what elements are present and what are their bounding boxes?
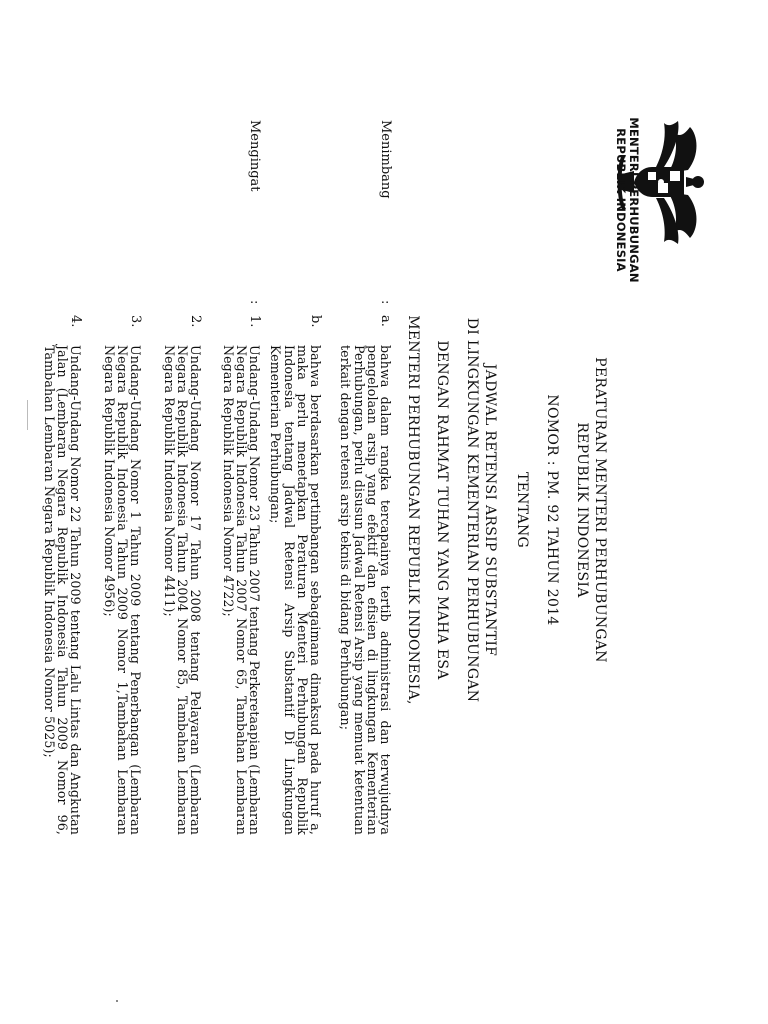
scan-speck	[116, 1000, 118, 1002]
menimbang-item-text: bahwa berdasarkan pertimbangan sebagaimana dimaksud pada huruf a, maka perlu menetapkan Peraturan Menteri Perhubungan Republik Indonesia tentang Jadwal Retensi Arsip Substantif Di Lingkungan Kementerian Perhubungan;	[268, 345, 323, 835]
mengingat-colon: :	[247, 300, 262, 305]
mengingat-item-text: Undang-Undang Nomor 22 Tahun 2009 tentang Lalu Lintas dan Angkutan Jalan (Lembaran Negara Republik Indonesia Tahun 2009 Nomor 96, Tambahan Lembaran Negara Republik Indonesia Nomor 5025);	[41, 345, 83, 835]
regulation-title-line-2: REPUBLIK INDONESIA	[574, 422, 590, 598]
subject-line-1: JADWAL RETENSI ARSIP SUBSTANTIF	[482, 363, 498, 657]
mengingat-item-text: Undang-Undang Nomor 23 Tahun 2007 tentang Perkeretaapian (Lembaran Negara Republik Indonesia Tahun 2007 Nomor 65, Tambahan Lembaran Negara Republik Indonesia Nomor 4722);	[220, 345, 262, 835]
ministry-line-1: MENTERI PERHUBUNGAN	[627, 117, 641, 283]
mengingat-item-text: Undang-Undang Nomor 1 Tahun 2009 tentang Penerbangan (Lembaran Negara Republik Indonesia Tahun 2009 Nomor 1,Tambahan Lembaran Negara Republik Indonesia Nomor 4956);	[101, 345, 143, 835]
menimbang-item-num: b.	[308, 315, 323, 328]
ministry-heading	[614, 100, 640, 300]
scan-mark	[27, 400, 28, 430]
regulation-number: NOMOR : PM. 92 TAHUN 2014	[544, 394, 560, 626]
regulation-title-line-1: PERATURAN MENTERI PERHUBUNGAN	[592, 357, 608, 663]
mengingat-item-text: Undang-Undang Nomor 17 Tahun 2008 tentang Pelayaran (Lembaran Negara Republik Indonesia Tahun 2004 Nomor 85, Tambahan Lembaran Negara Republik Indonesia Nomor 4411);	[161, 345, 203, 835]
menimbang-item-num: a.	[378, 315, 393, 327]
mengingat-item-num: 4.	[68, 315, 83, 328]
mengingat-item-num: 1.	[247, 315, 262, 328]
mengingat-item-num: 3.	[128, 315, 143, 328]
issuer-line: MENTERI PERHUBUNGAN REPUBLIK INDONESIA,	[405, 315, 421, 705]
ministry-line-2: REPUBLIK INDONESIA	[614, 128, 628, 272]
menimbang-item-text: bahwa dalam rangka tercapainya tertib administrasi dan terwujudnya pengelolaan arsip yang efektif dan efisien di lingkungan Kementerian Perhubungan, perlu disusun Jadwal Retensi Arsip yang memuat ketentuan terkait dengan retensi arsip teknis di bidang Perhubungan;	[338, 345, 393, 835]
menimbang-colon: :	[378, 300, 393, 305]
subject-line-2: DI LINGKUNGAN KEMENTERIAN PERHUBUNGAN	[464, 317, 480, 703]
about-label: TENTANG	[514, 471, 530, 549]
mengingat-item-num: 2.	[188, 315, 203, 328]
grace-clause: DENGAN RAHMAT TUHAN YANG MAHA ESA	[434, 340, 450, 680]
menimbang-label: Menimbang	[378, 120, 393, 199]
mengingat-label: Mengingat	[247, 120, 262, 192]
